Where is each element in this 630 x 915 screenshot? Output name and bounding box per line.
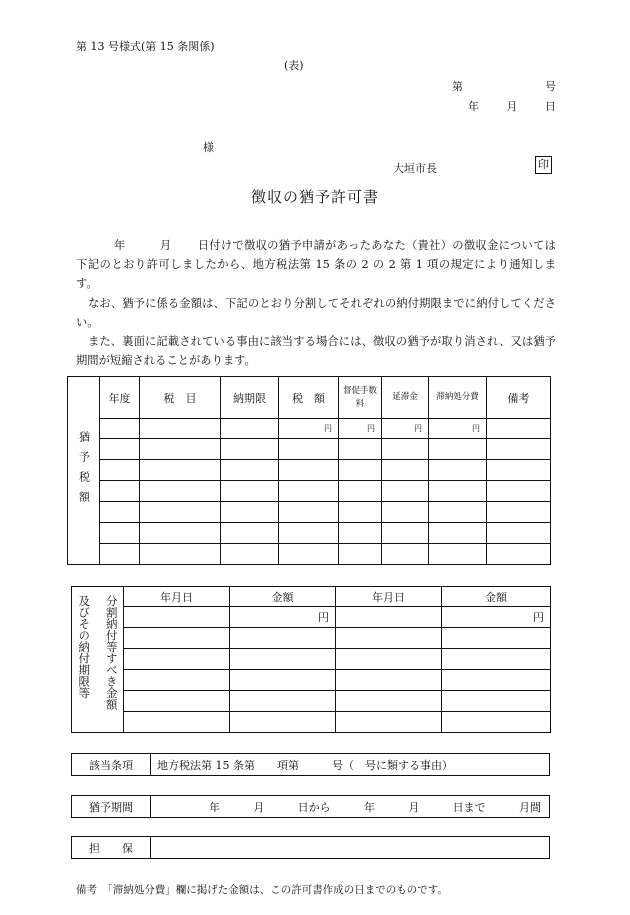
date-day: 日 xyxy=(545,100,556,113)
table-row xyxy=(68,544,551,565)
header-due-date: 納期限 xyxy=(221,377,279,419)
table-row xyxy=(72,649,551,670)
date-month: 月 xyxy=(506,100,518,113)
number-prefix: 第 xyxy=(452,80,463,93)
table-row xyxy=(72,670,551,691)
table-row xyxy=(68,439,551,460)
table-row xyxy=(72,712,551,733)
addressee-suffix: 様 xyxy=(203,141,214,154)
yen-unit: 円 xyxy=(279,419,339,439)
deferral-period-label: 猶予期間 xyxy=(72,796,151,818)
side-label: (表) xyxy=(284,59,304,72)
table-row xyxy=(72,607,551,628)
table-row xyxy=(68,523,551,544)
yen-unit: 円 xyxy=(230,607,336,628)
installment-table xyxy=(71,586,551,733)
collateral-field[interactable] xyxy=(151,837,550,859)
deferred-tax-side-label: 猶予税額 xyxy=(68,377,100,565)
yen-unit: 円 xyxy=(442,607,551,628)
header-date-1: 年月日 xyxy=(124,587,230,607)
date-year: 年 xyxy=(468,100,479,113)
header-tax-item: 税 目 xyxy=(140,377,221,419)
table-row xyxy=(72,628,551,649)
footnote: 備考 「滞納処分費」欄に掲げた金額は、この許可書作成の日までのものです。 xyxy=(76,884,448,896)
header-fiscal-year: 年度 xyxy=(100,377,140,419)
yen-unit: 円 xyxy=(382,419,429,439)
document-number-line xyxy=(452,78,556,94)
applicable-article-label: 該当条項 xyxy=(72,754,151,776)
header-amount-1: 金額 xyxy=(230,587,336,607)
header-remarks: 備考 xyxy=(487,377,551,419)
number-suffix: 号 xyxy=(545,80,556,93)
collateral-table xyxy=(71,836,550,859)
header-disposition-cost: 滞納処分費 xyxy=(429,377,487,419)
yen-unit: 円 xyxy=(429,419,487,439)
header-tax-amount: 税 額 xyxy=(279,377,339,419)
header-amount-2: 金額 xyxy=(442,587,551,607)
body-text xyxy=(76,236,556,370)
table-row xyxy=(68,502,551,523)
collateral-label: 担 保 xyxy=(72,837,151,859)
installment-side-label: 及びその納付期限等 分割納付等すべき金額 xyxy=(72,587,124,733)
deferral-period-field[interactable]: 年 月 日から 年 月 日まで 月間 xyxy=(151,796,550,818)
deferral-period-table xyxy=(71,795,550,818)
table-row xyxy=(68,419,551,439)
applicable-article-text[interactable]: 地方税法第 15 条第 項第 号（ 号に類する事由） xyxy=(151,754,550,776)
table-row xyxy=(72,691,551,712)
applicable-article-table xyxy=(71,753,550,776)
paragraph-2: なお、猶予に係る金額は、下記のとおり分割してそれぞれの納付期限までに納付してください。 xyxy=(76,296,556,329)
table-row xyxy=(68,460,551,481)
issuer-name: 大垣市長 xyxy=(393,162,437,175)
header-reminder-fee: 督促手数料 xyxy=(339,377,382,419)
form-number: 第 13 号様式(第 15 条関係) xyxy=(76,40,215,53)
deferred-tax-table xyxy=(67,376,551,565)
seal-mark: 印 xyxy=(535,156,552,174)
table-row xyxy=(68,481,551,502)
issue-date-line xyxy=(468,98,556,114)
header-date-2: 年月日 xyxy=(336,587,442,607)
yen-unit: 円 xyxy=(339,419,382,439)
paragraph-3: また、裏面に記載されている事由に該当する場合には、徴収の猶予が取り消され、又は猶予期間が短縮されることがあります。 xyxy=(76,335,556,368)
paragraph-1: 年 月 日付けで徴収の猶予申請があったあなた（貴社）の徴収金については下記のとおり許可しましたから、地方税法第 15 条の 2 の 2 第 1 項の規定により通知します。 xyxy=(76,239,556,291)
header-late-fee: 延滞金 xyxy=(382,377,429,419)
document-title: 徴収の猶予許可書 xyxy=(250,188,379,206)
